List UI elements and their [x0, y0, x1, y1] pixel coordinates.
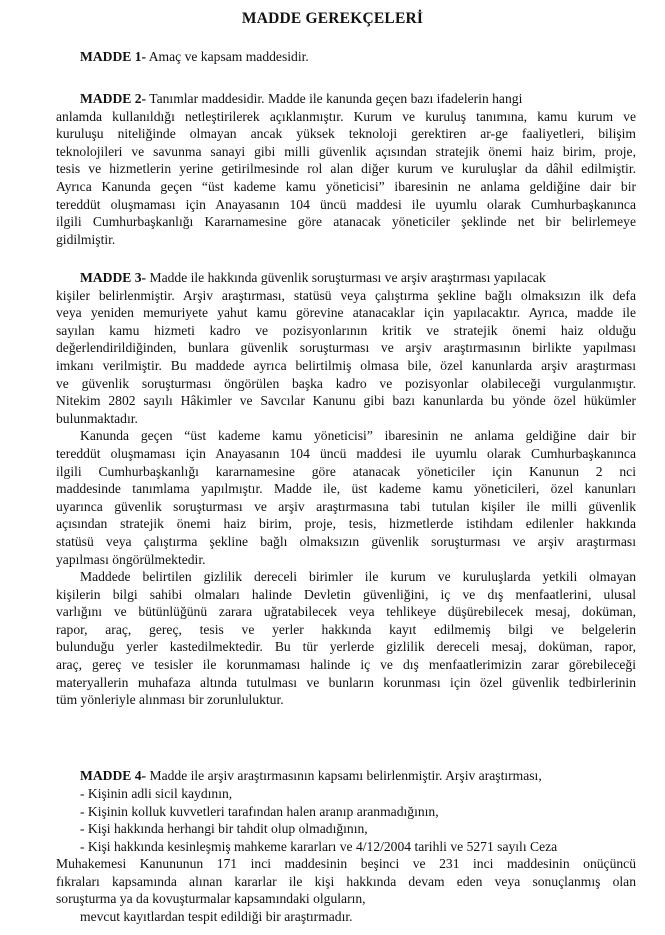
article-3-line: ve güvenlik soruşturması öngörülen başka kadro ve pozisyonlar olabileceği vurgulanmıştır.: [56, 375, 636, 391]
article-4-heading: MADDE 4-: [80, 768, 147, 783]
article-2-line: gidilmiştir.: [56, 231, 116, 247]
article-3-line: Nitekim 2802 sayılı Hâkimler ve Savcılar Kanunu gibi bazı kanunlarda bu yönde özel hükümler: [56, 393, 636, 409]
article-2-heading: MADDE 2-: [80, 91, 147, 106]
article-3: [56, 269, 636, 709]
article-3-paragraph-2-line: açısından stratejik önemi haiz birim, proje, tesis, hizmetlerde istihdam edilenler hakkında: [56, 516, 636, 532]
article-3-paragraph-3-line: varlığını ve bütünlüğünü zarara uğratabilecek veya tehlikeye düşürebilecek mesaj, doküman,: [56, 604, 636, 620]
article-3-paragraph-2-line: ilgili Cumhurbaşkanlığı kararnamesine göre atanacak yöneticiler için Kanunun 2 nci: [56, 463, 636, 479]
article-1: [56, 48, 636, 66]
article-3-heading: MADDE 3-: [80, 270, 147, 285]
article-3-paragraph-2-line: Kanunda geçen “üst kademe kamu yöneticisi” ibaresinin ne anlama geldiğine dair bir: [80, 428, 636, 444]
article-4-line: Muhakemesi Kanununun 171 inci maddesinin beşinci ve 231 inci maddesinin onüçüncü: [56, 856, 636, 871]
article-2-line: teknolojileri ve savunma sanayi gibi milli güvenlik açısından stratejik önemi haiz birim, proje,: [56, 143, 636, 159]
article-4-continuation: [56, 855, 636, 925]
article-3-paragraph-2-line: yapılması öngörülmektedir.: [56, 551, 206, 567]
article-4-line: soruşturma ya da kovuşturmalar kapsamındaki olguların,: [56, 891, 366, 907]
article-3-line: Madde ile hakkında güvenlik soruşturması ve arşiv araştırması yapılacak: [146, 270, 546, 285]
article-4: [56, 767, 636, 785]
article-2-line: ilgili Cumhurbaşkanlığı Kararnamesine göre atanacak yöneticiler şeklinde net bir belirlemeye: [56, 214, 636, 230]
article-1-heading: MADDE 1-: [80, 49, 147, 64]
page-title: MADDE GEREKÇELERİ: [241, 10, 424, 27]
list-item: - Kişi hakkında herhangi bir tahdit olup olmadığının,: [80, 821, 368, 837]
list-item: - Kişinin adli sicil kaydının,: [80, 786, 233, 801]
article-4-list: [80, 785, 636, 855]
article-3-paragraph-3-line: rapor, araç, gereç, tesis ve yerler hakkında kayıt edilmemiş bilgi ve belgelerin: [56, 621, 636, 637]
article-3-paragraph-2-line: uyarınca güvenlik soruşturması ve arşiv araştırmasına tabi tutulan kişiler ile milli güvenlik: [56, 498, 636, 514]
article-4-line: fıkraları kapsamında alınan kararlar ile kişi hakkında devam eden veya sonuçlanmış olan: [56, 873, 636, 889]
article-3-paragraph-3-line: araç, gereç ve tesisler ile korunmaması halinde iç ve dış menfaatlerimizin zarar görebileceği: [56, 657, 636, 673]
article-3-line: veya yeniden memuriyete yahut kamu görevine atanacaklar için yapılacaktır. Ayrıca, madde ile: [56, 305, 636, 321]
article-3-paragraph-2-line: tereddüt oluşmaması için Anayasanın 104 üncü maddesi ile uyumlu olarak Cumhurbaşkanınca: [56, 445, 636, 461]
article-3-line: değerlendirildiğinden, bunlara güvenlik soruşturması ve arşiv araştırmasının birlikte yapılması: [56, 340, 636, 356]
article-1-text: Amaç ve kapsam maddesidir.: [146, 49, 309, 64]
article-3-line: imkanı verilmiştir. Bu maddede ayrıca belirtilmiş olmasa bile, özel kanunlarda arşiv araştırması: [56, 357, 636, 373]
article-2-line: kuruluşu niteliğinde olmayan ancak yüksek teknoloji gerektiren ar-ge faaliyetleri, bilişim: [56, 126, 636, 142]
article-3-line: sayılan kamu hizmeti kadro ve pozisyonlarının kritik ve stratejik önemi haiz olduğu: [56, 322, 636, 338]
article-2-line: tesis ve hizmetlerin yerine getirilmesinde rol alan diğer kurum ve kuruluşlar da dâhil edilmiştir.: [56, 161, 636, 177]
article-4-line: Madde ile arşiv araştırmasının kapsamı belirlenmiştir. Arşiv araştırması,: [146, 768, 542, 783]
list-item: - Kişi hakkında kesinleşmiş mahkeme kararları ve 4/12/2004 tarihli ve 5271 sayılı Ceza: [80, 838, 558, 854]
article-3-line: bulunmaktadır.: [56, 410, 138, 426]
article-3-paragraph-2-line: maddesinde tanımlama yapılmıştır. Madde ile, üst kademe kamu yöneticileri, özel kanunları: [56, 481, 636, 497]
article-3-paragraph-3-line: bulunduğu yerler kastedilmektedir. Bu tür yerlerde gizlilik dereceli mesaj, doküman, rapor,: [56, 639, 636, 655]
article-3-paragraph-3-line: kişilerin bilgi sahibi olmaları halinde Devletin güvenliğini, iç ve dış menfaatlerini, ulusal: [56, 586, 636, 602]
article-3-paragraph-2-line: statüsü veya çalıştırma şekline bağlı olmaksızın güvenlik soruşturması ve arşiv araştırması: [56, 533, 636, 549]
article-2-line: Ayrıca Kanunda geçen “üst kademe kamu yöneticisi” ibaresinin ne anlama geldiğine dair bir: [56, 178, 636, 194]
article-3-paragraph-3-line: tüm yönleriyle alınması bir zorunluluktur.: [56, 692, 284, 708]
article-2-line: anlamda kullanıldığı netleştirilerek açıklanmıştır. Kurum ve kuruluş tanımına, kamu kurum ve: [56, 108, 636, 124]
article-2: [56, 90, 636, 248]
article-3-paragraph-3-line: Maddede belirtilen gizlilik dereceli birimler ile kurum ve kuruluşlarda yetkili olmayan: [80, 569, 636, 585]
article-2-line: tereddüt oluşmaması için Anayasanın 104 üncü maddesi ile uyumlu olarak Cumhurbaşkanınca: [56, 196, 636, 212]
article-3-line: kişiler belirlenmiştir. Arşiv araştırması, statüsü veya çalıştırma şekline bağlı olmaksızın ilk defa: [56, 287, 636, 303]
article-4-line: mevcut kayıtlardan tespit edildiği bir araştırmadır.: [80, 908, 353, 924]
article-2-line: Tanımlar maddesidir. Madde ile kanunda geçen bazı ifadelerin hangi: [146, 91, 523, 106]
list-item: - Kişinin kolluk kuvvetleri tarafından halen aranıp aranmadığının,: [80, 803, 439, 819]
article-3-paragraph-3-line: materyallerin muhafaza altında tutulması ve bunların korunması için özel güvenlik tedbirlerinin: [56, 674, 636, 690]
